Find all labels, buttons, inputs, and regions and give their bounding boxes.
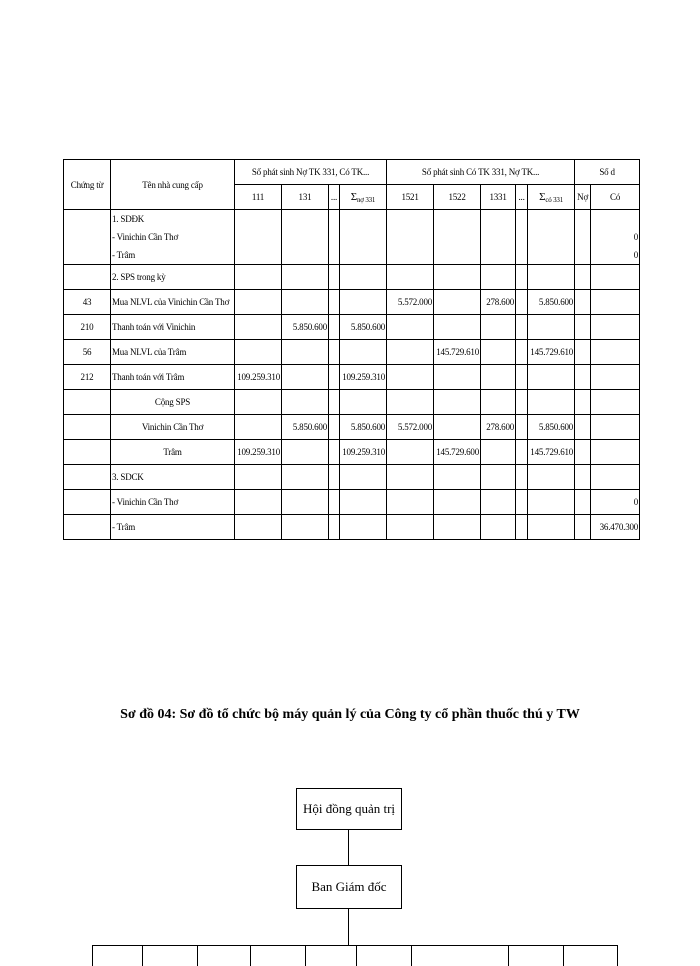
board-box — [296, 788, 402, 830]
cong-sps-label: Cộng SPS — [111, 390, 235, 415]
header-col-131: 131 — [282, 185, 329, 210]
row-name: Trâm — [111, 440, 235, 465]
sdck-label: 3. SDCK — [111, 465, 235, 490]
connector-line — [348, 829, 349, 865]
sddk-vinichin-co: 0 — [633, 232, 639, 242]
divider — [250, 946, 251, 966]
cell-111: 109.259.310 — [235, 365, 282, 390]
table-row — [64, 515, 640, 540]
cell-1522: 145.729.610 — [434, 340, 481, 365]
cell-131: 5.850.600 — [282, 315, 329, 340]
cell-1521: 5.572.000 — [387, 290, 434, 315]
cell-sum-no: 5.850.600 — [340, 315, 387, 340]
cell-sum-co: 145.729.610 — [528, 440, 575, 465]
cell-co: 36.470.300 — [591, 515, 640, 540]
sddk-co-cell — [591, 210, 640, 265]
divider — [305, 946, 306, 966]
header-group-no: Số phát sinh Nợ TK 331, Có TK... — [235, 160, 387, 185]
row-name: - Trâm — [111, 515, 235, 540]
cell-131: 5.850.600 — [282, 415, 329, 440]
connector-line — [348, 908, 349, 945]
diagram-title: Sơ đồ 04: Sơ đồ tổ chức bộ máy quản lý của Công ty cổ phần thuốc thú y TW — [120, 707, 580, 722]
directors-label: Ban Giám đốc — [311, 879, 387, 894]
row-name: Thanh toán với Vinichin — [111, 315, 235, 340]
cell-sum-co: 145.729.610 — [528, 340, 575, 365]
departments-row — [92, 945, 618, 966]
cell-sum-co: 5.850.600 — [528, 415, 575, 440]
divider — [508, 946, 509, 966]
header-ten-ncc: Tên nhà cung cấp — [111, 160, 235, 210]
sddk-tram-co: 0 — [633, 250, 639, 260]
table-row — [64, 210, 640, 265]
ct-43: 43 — [64, 290, 111, 315]
table-row — [64, 415, 640, 440]
sigma-symbol: Σ — [350, 190, 357, 203]
cell-sum-no: 5.850.600 — [340, 415, 387, 440]
header-group-co: Số phát sinh Có TK 331, Nợ TK... — [387, 160, 575, 185]
header-col-1522: 1522 — [434, 185, 481, 210]
header-col-1521: 1521 — [387, 185, 434, 210]
table-row — [64, 290, 640, 315]
row-name: Mua NLVL của Vinichin Cần Thơ — [111, 290, 235, 315]
table-row — [64, 365, 640, 390]
cell-sum-no: 109.259.310 — [340, 365, 387, 390]
ct-56: 56 — [64, 340, 111, 365]
cell-sum-no: 109.259.310 — [340, 440, 387, 465]
header-col-ellipsis: ... — [329, 185, 340, 210]
sum-co-label: có 331 — [545, 195, 564, 204]
header-col-sum-no — [340, 185, 387, 210]
ledger-table — [63, 159, 640, 540]
directors-box — [296, 865, 402, 909]
cell-1331: 278.600 — [481, 290, 516, 315]
sddk-label: 1. SDĐK — [112, 214, 145, 224]
header-col-ellipsis-2: ... — [516, 185, 528, 210]
table-row — [64, 340, 640, 365]
sigma-symbol: Σ — [539, 190, 546, 203]
cell-1521: 5.572.000 — [387, 415, 434, 440]
table-row — [64, 490, 640, 515]
header-col-co: Có — [591, 185, 640, 210]
divider — [563, 946, 564, 966]
header-group-du: Số d — [575, 160, 640, 185]
table-row — [64, 390, 640, 415]
divider — [411, 946, 412, 966]
cell-1331: 278.600 — [481, 415, 516, 440]
sum-no-label: nợ 331 — [356, 195, 376, 204]
row-name: Thanh toán với Trâm — [111, 365, 235, 390]
cell-co: 0 — [591, 490, 640, 515]
cell-111: 109.259.310 — [235, 440, 282, 465]
table-row — [64, 265, 640, 290]
sddk-vinichin: - Vinichin Cần Thơ — [112, 232, 179, 242]
divider — [142, 946, 143, 966]
divider — [356, 946, 357, 966]
row-name: - Vinichin Cần Thơ — [111, 490, 235, 515]
table-row — [64, 440, 640, 465]
divider — [197, 946, 198, 966]
header-chung-tu: Chứng từ — [64, 160, 111, 210]
sddk-cell — [111, 210, 235, 265]
header-col-sum-co — [528, 185, 575, 210]
cell-sum-co: 5.850.600 — [528, 290, 575, 315]
header-col-111: 111 — [235, 185, 282, 210]
table-row — [64, 315, 640, 340]
ct-212: 212 — [64, 365, 111, 390]
board-label: Hội đồng quản trị — [302, 801, 396, 816]
table-row — [64, 465, 640, 490]
row-name: Mua NLVL của Trâm — [111, 340, 235, 365]
row-name: Vinichin Cần Thơ — [111, 415, 235, 440]
header-col-no: Nợ — [575, 185, 591, 210]
header-col-1331: 1331 — [481, 185, 516, 210]
ct-210: 210 — [64, 315, 111, 340]
sddk-tram: - Trâm — [112, 250, 136, 260]
cell-1522: 145.729.600 — [434, 440, 481, 465]
sps-label: 2. SPS trong kỳ — [111, 265, 235, 290]
